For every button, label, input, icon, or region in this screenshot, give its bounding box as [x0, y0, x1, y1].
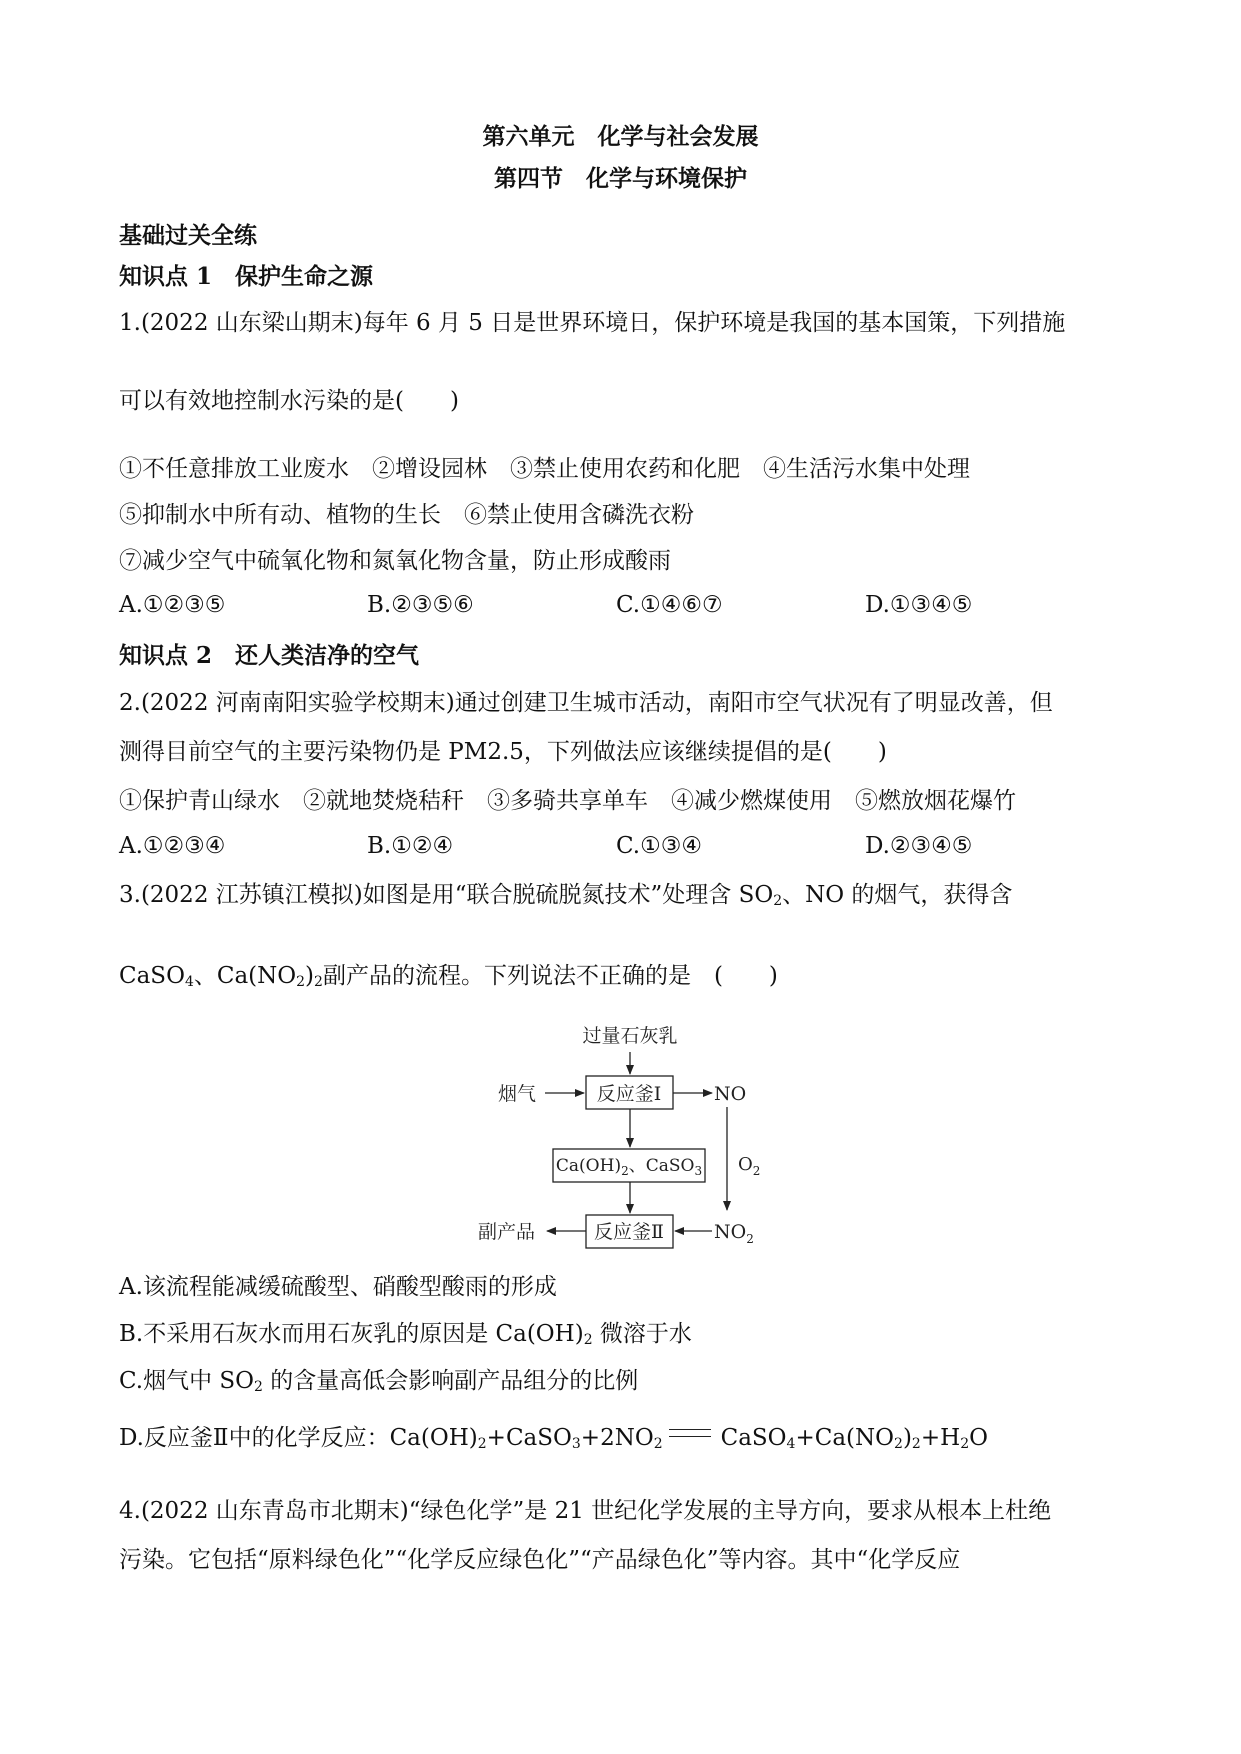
q4-stem-line2: 污染。它包括“原料绿色化”“化学反应绿色化”“产品绿色化”等内容。其中“化学反应 [119, 1547, 961, 1573]
knowledge-point-2-heading: 知识点 2 还人类洁净的空气 [119, 642, 420, 669]
unit-title: 第六单元 化学与社会发展 [482, 123, 759, 150]
diagram-lime-milk-label: 过量石灰乳 [582, 1025, 678, 1047]
diagram-no-label: NO [714, 1083, 747, 1105]
q2-option-d: D.②③④⑤ [865, 833, 973, 859]
q1-stem-line1: 1.(2022 山东梁山期末)每年 6 月 5 日是世界环境日，保护环境是我国的基本国策，下列措施 [119, 310, 1066, 336]
q1-option-d: D.①③④⑤ [865, 592, 973, 618]
equals-sign-icon [669, 1429, 711, 1437]
q1-items-line1: ①不任意排放工业废水 ②增设园林 ③禁止使用农药和化肥 ④生活污水集中处理 [119, 456, 970, 482]
q1-items-line2: ⑤抑制水中所有动、植物的生长 ⑥禁止使用含磷洗衣粉 [119, 502, 694, 528]
diagram-intermediate-label: $Ca(OH)_2$、CaSO$_3$ [555, 1156, 703, 1178]
q3-stem-line2: CaSO$_4$、$Ca(NO_2)_2$副产品的流程。下列说法不正确的是 ( ) [119, 963, 778, 990]
diagram-reactor2-label: 反应釜Ⅱ [594, 1221, 664, 1243]
q1-stem-line2: 可以有效地控制水污染的是( ) [119, 388, 459, 414]
q2-stem-line2: 测得目前空气的主要污染物仍是 PM2.5，下列做法应该继续提倡的是( ) [119, 739, 887, 765]
q3-option-b: B.不采用石灰水而用石灰乳的原因是 $Ca(OH)_2$ 微溶于水 [119, 1321, 692, 1348]
q3-option-c: C.烟气中 $SO_2$ 的含量高低会影响副产品组分的比例 [119, 1368, 639, 1395]
q4-stem-line1: 4.(2022 山东青岛市北期末)“绿色化学”是 21 世纪化学发展的主导方向，要求从根本上杜绝 [119, 1498, 1052, 1524]
q2-option-c: C.①③④ [616, 833, 702, 859]
diagram-byproduct-label: 副产品 [478, 1221, 536, 1243]
diagram-flue-gas-label: 烟气 [498, 1083, 537, 1105]
q1-items-line3: ⑦减少空气中硫氧化物和氮氧化物含量，防止形成酸雨 [119, 548, 671, 574]
q1-option-b: B.②③⑤⑥ [367, 592, 474, 618]
q2-stem-line1: 2.(2022 河南南阳实验学校期末)通过创建卫生城市活动，南阳市空气状况有了明显改善，但 [119, 690, 1053, 716]
q2-option-b: B.①②④ [367, 833, 454, 859]
q1-option-c: C.①④⑥⑦ [616, 592, 723, 618]
section-title: 第四节 化学与环境保护 [494, 165, 747, 192]
q3-stem-line1: 3.(2022 江苏镇江模拟)如图是用“联合脱硫脱氮技术”处理含 $SO_2$、NO 的烟气，获得含 [119, 882, 1013, 909]
knowledge-point-1-heading: 知识点 1 保护生命之源 [119, 263, 374, 290]
diagram-reactor1-label: 反应釜Ⅰ [596, 1083, 662, 1105]
q3-option-d: D.反应釜Ⅱ中的化学反应：$Ca(OH)_2+CaSO_3+2NO_2$ $CaSO_4+Ca(NO_2)_2+H_2O$ [119, 1425, 988, 1452]
diagram-o2-label: $O_2$ [738, 1154, 761, 1178]
q2-items-line1: ①保护青山绿水 ②就地焚烧秸秆 ③多骑共享单车 ④减少燃煤使用 ⑤燃放烟花爆竹 [119, 788, 1016, 814]
q1-option-a: A.①②③⑤ [119, 592, 226, 618]
diagram-no2-label: $NO_2$ [714, 1221, 754, 1246]
q2-option-a: A.①②③④ [119, 833, 226, 859]
q3-option-a: A.该流程能减缓硫酸型、硝酸型酸雨的形成 [119, 1274, 557, 1300]
practice-heading: 基础过关全练 [119, 222, 257, 249]
